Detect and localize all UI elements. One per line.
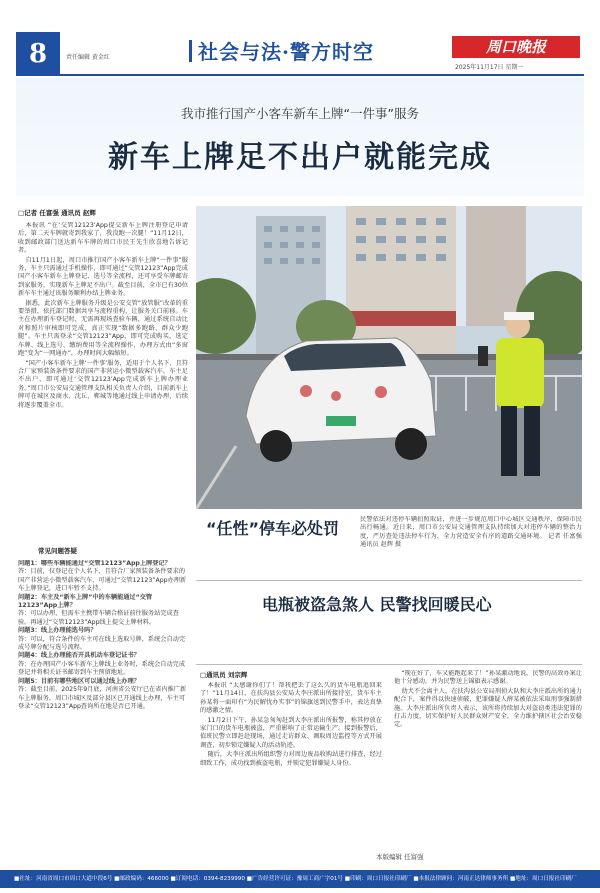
faq-item xyxy=(18,627,188,652)
header-editor-label: 责任编辑 黄金红 xyxy=(66,54,110,61)
faq-item xyxy=(18,560,188,594)
faq-question: 问题1：哪些车辆能通过“交管12123”App上牌登记？ xyxy=(18,560,171,567)
parking-photo-illustration xyxy=(196,206,582,509)
battery-paragraph: “现在好了，车又能跑起来了！”孙某激动地说，民警的高效办案让他十分感动，并为民警送上锦旗表示感谢。 xyxy=(394,670,582,686)
lead-title: 新车上牌足不出户就能完成 xyxy=(108,140,492,175)
header-rule xyxy=(16,74,584,76)
faq-list xyxy=(18,560,188,860)
lead-paragraph: 自11月1日起，周口市推行国产小客车新车上牌“一件事”服务，车主只需通过手机操作，即可通过“交管12123”App完成国产小客车新车上牌登记、选号等全流程，还可享受车牌邮寄到家服务，实现新车上牌足不出户。截至目前，全市已有30位新车车主通过该服务顺利办结上牌业务。 xyxy=(18,256,188,298)
battery-body-col2 xyxy=(394,670,582,848)
faq-answer: 答：可以，符合条件的车主可在线上选取号牌，系统会自动完成号牌分配与选号流程。 xyxy=(18,635,186,652)
footer-strip: ■社址：河南省周口市周口大道中段6号 ■邮政编码：466000 ■订阅电话：0394-8239990 ■广告经营许可证：豫周工商广字01号 ■印刷：周口日报社印刷厂 ■本报法律顾问：河南正达律师事务所 ■地址：周口日报社印刷厂 xyxy=(0,870,600,888)
story-divider xyxy=(196,580,582,581)
faq-question: 问题2：车主及“新车上牌”中的车辆能通过“交管12123”App上牌？ xyxy=(18,593,153,610)
battery-paragraph: 随后，大李庄派出所组织警力对周边废品收购站进行排查，经过细致工作，成功找到被盗电瓶，并锁定犯罪嫌疑人身份。 xyxy=(200,751,382,767)
headline-box xyxy=(16,78,584,196)
faq-item xyxy=(18,652,188,677)
faq-item xyxy=(18,678,188,712)
faq-question: 问题4：线上办理能否开具机动车登记证书？ xyxy=(18,652,140,660)
page-editor: 本版编辑 任富强 xyxy=(376,853,424,861)
battery-paragraph: 本报讯 “太感谢你们了！帮我把丢了这么久的货车电瓶追回来了！”11月14日，在扶沟县公安局大李庄派出所接待室，货车车主孙某将一面印有“为民解忧办实事”的锦旗送到民警手中，表达真挚的感激之情。 xyxy=(200,682,382,715)
faq-question: 问题3：线上办理能选号吗？ xyxy=(18,627,97,635)
faq-answer: 答：截至目前，2025年9月底，河南省公安厅已在省内推广新车上牌服务，周口市城区及部分县区已开通线上办理，车主可登录“交管12123”App查询所在地是否已开通。 xyxy=(18,686,187,710)
lead-body xyxy=(18,222,188,540)
section-bar xyxy=(189,40,192,62)
story-divider xyxy=(196,664,582,665)
battery-byline: □通讯员 刘宗辉 xyxy=(200,671,248,679)
page-header xyxy=(0,0,600,71)
date-line: 2025年11月17日 星期一 xyxy=(455,64,524,71)
paper-logo: 周口晚报 xyxy=(452,36,580,58)
parking-photo xyxy=(196,206,582,509)
section-title: 社会与法·警方时空 xyxy=(198,40,374,64)
lead-byline: □记者 任富强 通讯员 赵辉 xyxy=(18,209,96,217)
lead-paragraph: 本报讯 “在‘交管12123’App提交新车上牌注册登记申请后，第二天车牌就寄到我家了，我没跑一次腿！”11月12日，收到邮政部门送达新车车牌的周口市民王先生欣喜地告诉记者。 xyxy=(18,222,188,255)
faq-answer: 答：可以办理，但需车主携带车辆合格证前往服务站完成查验。再通过“交管12123”App线上提交上牌材料。 xyxy=(18,610,179,626)
faq-answer: 答：目前，仅登记在个人名下、且符合厂家预装备条件要求的国产非营运小微型载客汽车，可通过“交管12123”App办理新车上牌登记，进口车暂不支持。 xyxy=(18,568,187,593)
battery-paragraph: 幼犬不会离主人，在扶沟县公安局刑侦大队和大李庄派出所的通力配合下，案件得以快速侦破，犯罪嫌疑人薛某被依法采取刑事强制措施。大李庄派出所负责人表示，该所将持续加大对盗窃类违法犯罪的打击力度，切实保护好人民群众财产安全，全力维护辖区社会治安稳定。 xyxy=(394,687,582,729)
battery-title: 电瓶被盗急煞人 民警找回暖民心 xyxy=(262,595,492,614)
faq-heading: 常见问题答疑 xyxy=(38,547,77,555)
lead-paragraph: 据悉，此次新车上牌服务升级是公安交管“放管服”改革的重要举措，依托部门数据共享与流程重构，让服务关口前移。车主在办理新车登记时，无需再现场查验车辆，通过系统自动比对和照片审核即可完成，真正实现“数据多跑路、群众少跑腿”。车主只需登录“交管12123”App，即可完成购买、选定车牌、线上选号、缴纳费用等全流程操作，办理方式由“多窗跑”变为“一网通办”，办理时间大幅缩短。 xyxy=(18,299,188,358)
battery-body-col1 xyxy=(200,682,382,848)
page-number: 8 xyxy=(16,32,60,76)
battery-paragraph: 11月2日下午，孙某急匆匆赶到大李庄派出所报警，称其停放在家门口的货车电瓶被盗，严重影响了正常运输生产。接到报警后，值班民警立即赶赴现场，通过走访群众、调取周边监控等方式开展调查，初步锁定嫌疑人的活动轨迹。 xyxy=(200,716,382,749)
parking-caption: 民警依法对违停车辆拍照取证，并进一步规范周口中心城区交通秩序，保障市民出行畅通。近日来，周口市公安局交通管理支队持续加大对违停车辆的整治力度，严厉查处违法停车行为，全力营造安全有序的道路交通环境。 记者 任富强 通讯员 赵辉 摄 xyxy=(360,516,582,549)
faq-item xyxy=(18,594,188,628)
parking-title: “任性”停车必处罚 xyxy=(206,519,340,538)
lead-subtitle: 我市推行国产小客车新车上牌“一件事”服务 xyxy=(181,106,419,121)
faq-question: 问题5：目前有哪些地区可以通过线上办理？ xyxy=(18,677,140,685)
faq-answer: 答：在办理国产小客车新车上牌线上业务时，系统会自动完成登记并将相关证书邮寄到车主预留地址。 xyxy=(18,660,186,677)
lead-paragraph: “国产小客车新车上牌‘一件事’服务，适用于个人名下、且符合厂家预装备条件要求的国产非营运小微型载客汽车。车主足不出户，即可通过‘交管12123’App完成新车上牌办理业务。”周口市公安局交通管理支队相关负责人介绍，目前新车上牌可在城区及商水、沈丘、郸城等地通过线上申请办理，后续将逐步覆盖全市。 xyxy=(18,359,188,409)
